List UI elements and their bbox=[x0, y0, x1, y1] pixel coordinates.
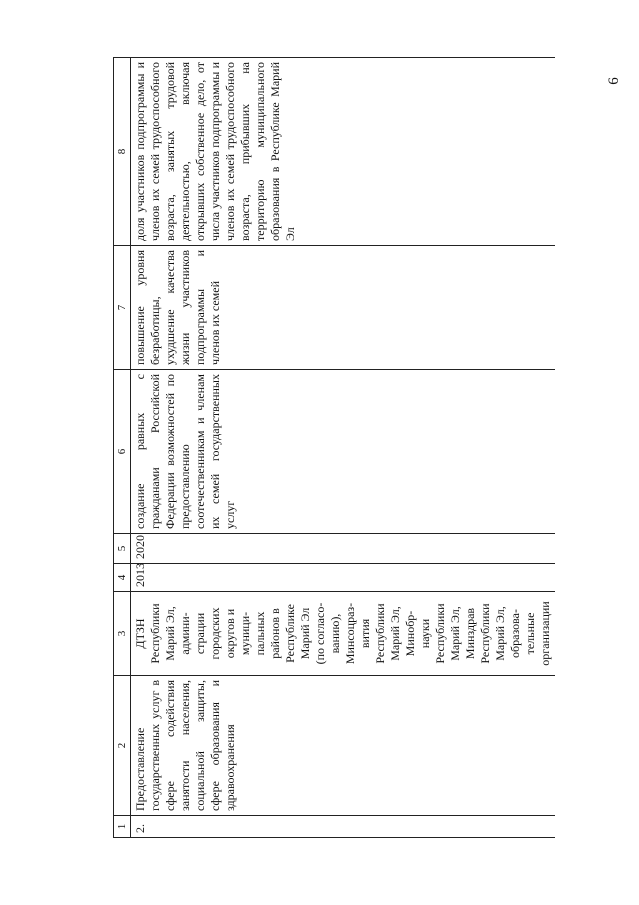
executor-line: районов в bbox=[268, 608, 282, 659]
executor-line: вития bbox=[358, 618, 372, 649]
measure-name: Предоставление государственных услуг в сфере содействия занятости населения, социальной защиты, сфере образования и здравоохранения bbox=[131, 676, 556, 816]
executor-line: Марий Эл, bbox=[163, 606, 177, 661]
header-cell: 5 bbox=[114, 534, 131, 564]
program-table bbox=[113, 57, 555, 838]
header-cell: 7 bbox=[114, 246, 131, 370]
executors-list bbox=[133, 596, 553, 671]
executor-line: ДТЗН bbox=[133, 618, 147, 649]
executor-line: Марий Эл bbox=[298, 607, 312, 660]
table-row bbox=[131, 58, 556, 838]
executor-line: ванию), bbox=[328, 613, 342, 654]
executor-line: страции bbox=[193, 612, 207, 655]
executor-line: Минобр- bbox=[403, 610, 417, 657]
expected-result: создание равных с гражданами Российской Федерации возможностей по предоставлению соотечественникам и членам их семей государственных услуг bbox=[131, 370, 556, 534]
executor-line: пальных bbox=[253, 611, 267, 656]
executor-line: округов и bbox=[223, 608, 237, 659]
executor-line: образова- bbox=[508, 609, 522, 658]
executor-line: Республике bbox=[283, 604, 297, 663]
executor-line: Марий Эл, bbox=[448, 606, 462, 661]
executor-line: муници- bbox=[238, 611, 252, 656]
executor-line: админи- bbox=[178, 612, 192, 655]
executor-line: Минсоцраз- bbox=[343, 602, 357, 665]
executor-line: организации bbox=[538, 601, 552, 666]
header-cell: 2 bbox=[114, 676, 131, 816]
header-cell: 3 bbox=[114, 592, 131, 676]
executor-line: Республики bbox=[373, 603, 387, 664]
executor-line: Минздрав bbox=[463, 607, 477, 660]
executor-line: науки bbox=[418, 618, 432, 649]
indicator: доля участников подпрограммы и членов их семей трудоспособного возраста, занятых трудовой деятельностью, включая открывших собственное дело, от числа участников подпрограммы и членов их семей трудоспособного возраста, прибывших на территорию муниципального образования в Республике Марий Эл bbox=[131, 58, 556, 246]
executor-line: городских bbox=[208, 607, 222, 660]
header-row bbox=[114, 58, 131, 838]
executor-line: Марий Эл, bbox=[493, 606, 507, 661]
executor-line: тельные bbox=[523, 612, 537, 655]
row-number: 2. bbox=[131, 816, 556, 838]
executor-line: (по согласо- bbox=[313, 602, 327, 665]
start-year: 2013 bbox=[131, 564, 556, 592]
header-cell: 6 bbox=[114, 370, 131, 534]
consequences: повышение уровня безработицы, ухудшение качества жизни участников подпрограммы и членов их семей bbox=[131, 246, 556, 370]
header-cell: 1 bbox=[114, 816, 131, 838]
executor-line: Марий Эл, bbox=[388, 606, 402, 661]
executors-cell bbox=[131, 592, 556, 676]
end-year: 2020 bbox=[131, 534, 556, 564]
executor-line: Республики bbox=[148, 603, 162, 664]
header-cell: 4 bbox=[114, 564, 131, 592]
executor-line: Республики bbox=[478, 603, 492, 664]
executor-line: Республики bbox=[433, 603, 447, 664]
page-number: 6 bbox=[606, 77, 622, 85]
rotated-table-wrapper bbox=[113, 58, 559, 838]
header-cell: 8 bbox=[114, 58, 131, 246]
